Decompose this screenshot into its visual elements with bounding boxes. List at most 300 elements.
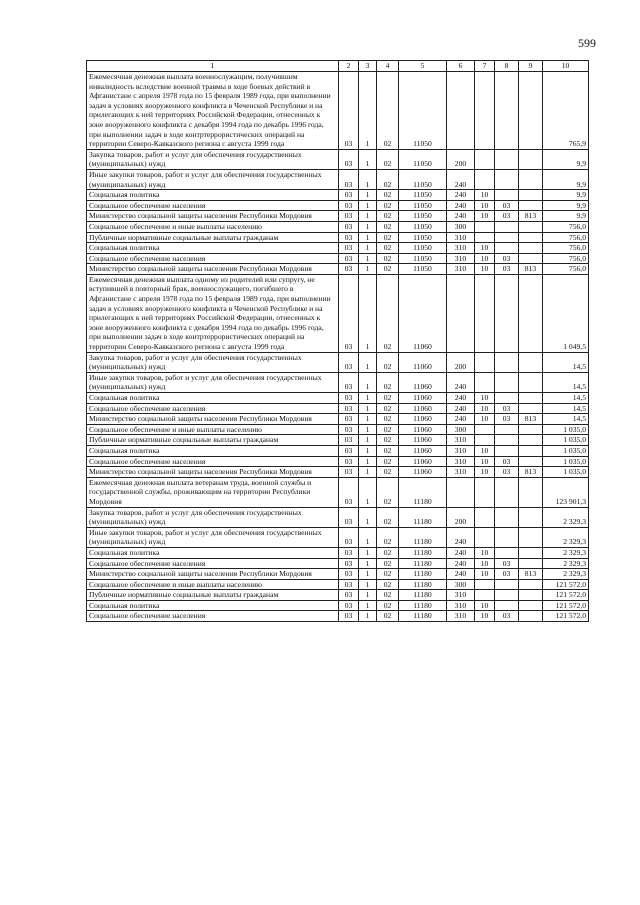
row-name: Публичные нормативные социальные выплаты гражданам	[87, 590, 339, 601]
cell-code-c9	[519, 274, 543, 352]
cell-code-c9	[519, 445, 543, 456]
table-row	[87, 456, 589, 467]
cell-code-c3: 1	[359, 507, 377, 527]
cell-amount: 123 901,3	[543, 477, 589, 507]
cell-code-c5: 11050	[399, 243, 447, 254]
table-row	[87, 527, 589, 547]
cell-code-c3: 1	[359, 600, 377, 611]
cell-code-c5: 11180	[399, 477, 447, 507]
cell-code-c7: 10	[475, 243, 495, 254]
cell-code-c6: 310	[447, 232, 475, 243]
cell-code-c7	[475, 149, 495, 169]
cell-code-c2: 03	[339, 477, 359, 507]
cell-amount: 14,5	[543, 414, 589, 425]
cell-code-c9	[519, 403, 543, 414]
cell-code-c4: 02	[377, 467, 399, 478]
cell-code-c6: 240	[447, 403, 475, 414]
cell-code-c2: 03	[339, 274, 359, 352]
cell-amount: 9,9	[543, 200, 589, 211]
cell-code-c7: 10	[475, 558, 495, 569]
cell-code-c9	[519, 393, 543, 404]
cell-code-c8	[495, 600, 519, 611]
cell-code-c4: 02	[377, 456, 399, 467]
cell-code-c6: 310	[447, 590, 475, 601]
cell-code-c8	[495, 243, 519, 254]
row-name: Социальное обеспечение населения	[87, 200, 339, 211]
cell-code-c5: 11050	[399, 253, 447, 264]
cell-code-c9	[519, 590, 543, 601]
row-name: Социальная политика	[87, 547, 339, 558]
cell-code-c2: 03	[339, 243, 359, 254]
cell-code-c2: 03	[339, 211, 359, 222]
row-name: Социальное обеспечение и иные выплаты населению	[87, 424, 339, 435]
cell-amount: 121 572,0	[543, 600, 589, 611]
cell-code-c6: 200	[447, 149, 475, 169]
cell-code-c3: 1	[359, 243, 377, 254]
cell-code-c3: 1	[359, 527, 377, 547]
cell-code-c8: 03	[495, 253, 519, 264]
cell-code-c2: 03	[339, 600, 359, 611]
cell-code-c6: 310	[447, 467, 475, 478]
cell-amount: 9,9	[543, 211, 589, 222]
row-name: Социальное обеспечение населения	[87, 253, 339, 264]
cell-code-c4: 02	[377, 372, 399, 392]
cell-code-c2: 03	[339, 507, 359, 527]
cell-amount: 1 035,0	[543, 445, 589, 456]
cell-code-c7: 10	[475, 264, 495, 275]
cell-code-c2: 03	[339, 200, 359, 211]
cell-code-c8	[495, 393, 519, 404]
cell-code-c7	[475, 579, 495, 590]
cell-code-c4: 02	[377, 445, 399, 456]
cell-code-c8	[495, 72, 519, 150]
cell-code-c6: 310	[447, 243, 475, 254]
cell-code-c7	[475, 424, 495, 435]
cell-code-c9	[519, 558, 543, 569]
cell-code-c9: 813	[519, 211, 543, 222]
cell-code-c2: 03	[339, 590, 359, 601]
column-header: 6	[447, 61, 475, 72]
page-number: 599	[578, 36, 596, 50]
cell-code-c5: 11180	[399, 611, 447, 622]
cell-code-c8	[495, 507, 519, 527]
cell-code-c3: 1	[359, 547, 377, 558]
cell-amount: 1 035,0	[543, 435, 589, 446]
cell-code-c7: 10	[475, 200, 495, 211]
cell-code-c2: 03	[339, 352, 359, 372]
cell-code-c3: 1	[359, 569, 377, 580]
cell-code-c8: 03	[495, 467, 519, 478]
cell-code-c4: 02	[377, 507, 399, 527]
column-header: 1	[87, 61, 339, 72]
cell-code-c4: 02	[377, 477, 399, 507]
cell-code-c5: 11050	[399, 221, 447, 232]
cell-code-c5: 11060	[399, 445, 447, 456]
table-row	[87, 547, 589, 558]
table-row	[87, 558, 589, 569]
column-header: 9	[519, 61, 543, 72]
row-name: Министерство социальной защиты населения Республики Мордовия	[87, 569, 339, 580]
cell-code-c7	[475, 507, 495, 527]
cell-code-c7	[475, 72, 495, 150]
cell-amount: 9,9	[543, 190, 589, 201]
cell-code-c8	[495, 477, 519, 507]
cell-code-c2: 03	[339, 403, 359, 414]
column-header: 4	[377, 61, 399, 72]
cell-code-c8: 03	[495, 211, 519, 222]
column-header: 7	[475, 61, 495, 72]
cell-amount: 14,5	[543, 372, 589, 392]
row-name: Иные закупки товаров, работ и услуг для обеспечения государственных (муниципальных) нужд	[87, 169, 339, 189]
cell-amount: 121 572,0	[543, 590, 589, 601]
row-name: Министерство социальной защиты населения Республики Мордовия	[87, 211, 339, 222]
cell-code-c2: 03	[339, 527, 359, 547]
cell-code-c5: 11050	[399, 190, 447, 201]
cell-code-c9	[519, 200, 543, 211]
cell-code-c5: 11060	[399, 372, 447, 392]
cell-code-c8: 03	[495, 403, 519, 414]
cell-code-c3: 1	[359, 264, 377, 275]
cell-code-c5: 11050	[399, 169, 447, 189]
cell-code-c9	[519, 72, 543, 150]
cell-code-c2: 03	[339, 190, 359, 201]
cell-code-c7: 10	[475, 393, 495, 404]
table-row	[87, 467, 589, 478]
cell-code-c7	[475, 274, 495, 352]
cell-code-c5: 11050	[399, 200, 447, 211]
cell-code-c4: 02	[377, 414, 399, 425]
cell-code-c8	[495, 221, 519, 232]
table-row	[87, 414, 589, 425]
column-header: 10	[543, 61, 589, 72]
cell-amount: 2 329,3	[543, 507, 589, 527]
cell-code-c6: 310	[447, 264, 475, 275]
cell-amount: 14,5	[543, 403, 589, 414]
table-row	[87, 232, 589, 243]
cell-code-c8	[495, 190, 519, 201]
cell-code-c6: 300	[447, 424, 475, 435]
cell-code-c8: 03	[495, 414, 519, 425]
table-row	[87, 253, 589, 264]
cell-code-c6: 310	[447, 435, 475, 446]
cell-code-c9	[519, 435, 543, 446]
header-row	[87, 61, 589, 72]
cell-code-c2: 03	[339, 569, 359, 580]
column-header: 2	[339, 61, 359, 72]
table-row	[87, 190, 589, 201]
cell-code-c7	[475, 372, 495, 392]
cell-code-c5: 11060	[399, 467, 447, 478]
cell-code-c9	[519, 253, 543, 264]
row-name: Министерство социальной защиты населения Республики Мордовия	[87, 264, 339, 275]
cell-amount: 2 329,3	[543, 527, 589, 547]
cell-code-c4: 02	[377, 149, 399, 169]
cell-code-c9: 813	[519, 569, 543, 580]
cell-code-c8	[495, 424, 519, 435]
cell-amount: 756,0	[543, 264, 589, 275]
cell-amount: 121 572,0	[543, 579, 589, 590]
table-row	[87, 211, 589, 222]
cell-code-c6: 310	[447, 445, 475, 456]
cell-code-c6: 300	[447, 221, 475, 232]
cell-code-c8: 03	[495, 456, 519, 467]
cell-code-c8	[495, 169, 519, 189]
cell-code-c8	[495, 149, 519, 169]
cell-amount: 1 035,0	[543, 467, 589, 478]
cell-code-c9	[519, 372, 543, 392]
cell-code-c9	[519, 149, 543, 169]
cell-code-c4: 02	[377, 253, 399, 264]
cell-code-c7: 10	[475, 403, 495, 414]
cell-code-c2: 03	[339, 169, 359, 189]
cell-code-c6: 240	[447, 200, 475, 211]
table-row	[87, 200, 589, 211]
cell-code-c4: 02	[377, 547, 399, 558]
cell-code-c7: 10	[475, 611, 495, 622]
column-header: 3	[359, 61, 377, 72]
cell-amount: 756,0	[543, 221, 589, 232]
cell-code-c9	[519, 579, 543, 590]
cell-code-c5: 11060	[399, 352, 447, 372]
cell-code-c6: 240	[447, 527, 475, 547]
cell-code-c6: 240	[447, 393, 475, 404]
cell-amount: 14,5	[543, 393, 589, 404]
row-name: Министерство социальной защиты населения Республики Мордовия	[87, 414, 339, 425]
cell-code-c5: 11180	[399, 590, 447, 601]
cell-code-c7: 10	[475, 211, 495, 222]
table-row	[87, 435, 589, 446]
cell-code-c4: 02	[377, 403, 399, 414]
cell-code-c3: 1	[359, 424, 377, 435]
row-name: Социальная политика	[87, 393, 339, 404]
row-name: Ежемесячная денежная выплата ветеранам труда, военной службы и государственной службы, проживающим на территории Республики Мордовия	[87, 477, 339, 507]
table-row	[87, 149, 589, 169]
cell-code-c4: 02	[377, 569, 399, 580]
cell-code-c3: 1	[359, 211, 377, 222]
cell-code-c6: 310	[447, 253, 475, 264]
row-name: Социальная политика	[87, 445, 339, 456]
cell-code-c8: 03	[495, 264, 519, 275]
cell-code-c2: 03	[339, 264, 359, 275]
row-name: Социальная политика	[87, 243, 339, 254]
cell-code-c8	[495, 435, 519, 446]
cell-code-c7: 10	[475, 445, 495, 456]
cell-code-c9	[519, 507, 543, 527]
cell-code-c2: 03	[339, 372, 359, 392]
cell-code-c9	[519, 527, 543, 547]
cell-code-c8	[495, 232, 519, 243]
cell-code-c6: 240	[447, 169, 475, 189]
table-row	[87, 274, 589, 352]
cell-code-c3: 1	[359, 579, 377, 590]
cell-code-c8: 03	[495, 569, 519, 580]
cell-code-c9: 813	[519, 467, 543, 478]
cell-code-c3: 1	[359, 274, 377, 352]
cell-code-c3: 1	[359, 169, 377, 189]
cell-code-c9	[519, 169, 543, 189]
cell-amount: 1 035,0	[543, 456, 589, 467]
cell-code-c9	[519, 477, 543, 507]
table-row	[87, 169, 589, 189]
cell-amount: 756,0	[543, 243, 589, 254]
cell-code-c6	[447, 72, 475, 150]
cell-code-c7: 10	[475, 467, 495, 478]
cell-code-c7: 10	[475, 253, 495, 264]
cell-code-c2: 03	[339, 393, 359, 404]
cell-code-c7	[475, 232, 495, 243]
cell-code-c8: 03	[495, 611, 519, 622]
cell-code-c7: 10	[475, 569, 495, 580]
cell-code-c2: 03	[339, 456, 359, 467]
cell-code-c7	[475, 477, 495, 507]
cell-code-c4: 02	[377, 352, 399, 372]
cell-code-c2: 03	[339, 232, 359, 243]
cell-amount: 14,5	[543, 352, 589, 372]
cell-code-c3: 1	[359, 456, 377, 467]
cell-amount: 1 049,5	[543, 274, 589, 352]
column-header: 8	[495, 61, 519, 72]
cell-code-c8: 03	[495, 200, 519, 211]
cell-code-c3: 1	[359, 414, 377, 425]
cell-code-c5: 11060	[399, 424, 447, 435]
cell-code-c9	[519, 221, 543, 232]
cell-code-c7	[475, 435, 495, 446]
cell-code-c3: 1	[359, 149, 377, 169]
cell-code-c9	[519, 424, 543, 435]
cell-code-c9: 813	[519, 414, 543, 425]
row-name: Иные закупки товаров, работ и услуг для обеспечения государственных (муниципальных) нужд	[87, 527, 339, 547]
cell-code-c8	[495, 590, 519, 601]
cell-code-c8	[495, 372, 519, 392]
table-row	[87, 243, 589, 254]
row-name: Закупка товаров, работ и услуг для обеспечения государственных (муниципальных) нужд	[87, 507, 339, 527]
row-name: Публичные нормативные социальные выплаты гражданам	[87, 435, 339, 446]
table-row	[87, 445, 589, 456]
table-row	[87, 507, 589, 527]
row-name: Социальное обеспечение населения	[87, 558, 339, 569]
cell-code-c2: 03	[339, 424, 359, 435]
cell-code-c9	[519, 243, 543, 254]
cell-code-c6: 310	[447, 600, 475, 611]
cell-code-c5: 11050	[399, 211, 447, 222]
cell-code-c5: 11050	[399, 264, 447, 275]
cell-code-c6: 240	[447, 547, 475, 558]
cell-code-c3: 1	[359, 190, 377, 201]
cell-code-c6: 310	[447, 456, 475, 467]
cell-code-c8	[495, 547, 519, 558]
cell-code-c6: 240	[447, 211, 475, 222]
cell-code-c2: 03	[339, 611, 359, 622]
cell-code-c2: 03	[339, 414, 359, 425]
cell-amount: 121 572,0	[543, 611, 589, 622]
cell-code-c9: 813	[519, 264, 543, 275]
table-row	[87, 579, 589, 590]
cell-code-c6: 200	[447, 507, 475, 527]
cell-code-c5: 11180	[399, 558, 447, 569]
table-row	[87, 600, 589, 611]
cell-code-c7	[475, 527, 495, 547]
cell-code-c6: 240	[447, 190, 475, 201]
table-row	[87, 221, 589, 232]
cell-code-c9	[519, 547, 543, 558]
cell-code-c6: 240	[447, 372, 475, 392]
cell-code-c7: 10	[475, 190, 495, 201]
cell-code-c6	[447, 274, 475, 352]
cell-code-c5: 11180	[399, 600, 447, 611]
cell-code-c7: 10	[475, 414, 495, 425]
cell-code-c4: 02	[377, 221, 399, 232]
cell-code-c9	[519, 352, 543, 372]
row-name: Закупка товаров, работ и услуг для обеспечения государственных (муниципальных) нужд	[87, 149, 339, 169]
cell-code-c8	[495, 527, 519, 547]
cell-code-c2: 03	[339, 547, 359, 558]
cell-code-c6	[447, 477, 475, 507]
cell-code-c2: 03	[339, 221, 359, 232]
cell-code-c5: 11180	[399, 547, 447, 558]
cell-code-c4: 02	[377, 200, 399, 211]
cell-code-c3: 1	[359, 590, 377, 601]
table-row	[87, 424, 589, 435]
cell-code-c5: 11050	[399, 149, 447, 169]
row-name: Публичные нормативные социальные выплаты гражданам	[87, 232, 339, 243]
cell-code-c5: 11050	[399, 72, 447, 150]
row-name: Социальная политика	[87, 600, 339, 611]
cell-code-c3: 1	[359, 72, 377, 150]
cell-code-c7	[475, 590, 495, 601]
cell-code-c7: 10	[475, 600, 495, 611]
cell-code-c5: 11060	[399, 414, 447, 425]
cell-code-c4: 02	[377, 243, 399, 254]
row-name: Социальная политика	[87, 190, 339, 201]
cell-code-c4: 02	[377, 72, 399, 150]
cell-code-c4: 02	[377, 527, 399, 547]
cell-code-c2: 03	[339, 149, 359, 169]
cell-code-c4: 02	[377, 190, 399, 201]
cell-code-c9	[519, 190, 543, 201]
cell-code-c9	[519, 232, 543, 243]
table-row	[87, 590, 589, 601]
cell-code-c3: 1	[359, 232, 377, 243]
cell-code-c5: 11060	[399, 274, 447, 352]
cell-code-c2: 03	[339, 253, 359, 264]
cell-code-c4: 02	[377, 232, 399, 243]
row-name: Ежемесячная денежная выплата одному из родителей или супругу, не вступившей в повторный брак, военнослужащего, погибшего в Афганистане с апреля 1978 года по 15 февраля 1989 года, при выполнении задач в условиях вооруженного конфликта в Чеченской Республике и на прилегающих к ней территориях Российской Федерации, отнесенных к зоне вооруженного конфликта с декабря 1994 года по декабрь 1996 года, при выполнении задач в ходе контртеррористических операций на территории Северо-Кавказского региона с августа 1999 года	[87, 274, 339, 352]
table-row	[87, 372, 589, 392]
cell-code-c6: 240	[447, 558, 475, 569]
cell-amount: 1 035,0	[543, 424, 589, 435]
cell-code-c5: 11050	[399, 232, 447, 243]
cell-code-c3: 1	[359, 558, 377, 569]
cell-code-c7	[475, 221, 495, 232]
cell-code-c2: 03	[339, 445, 359, 456]
cell-code-c3: 1	[359, 352, 377, 372]
cell-code-c5: 11060	[399, 456, 447, 467]
cell-code-c4: 02	[377, 169, 399, 189]
cell-code-c8	[495, 352, 519, 372]
cell-code-c3: 1	[359, 393, 377, 404]
cell-code-c8	[495, 445, 519, 456]
cell-code-c9	[519, 600, 543, 611]
cell-code-c6: 310	[447, 611, 475, 622]
cell-code-c2: 03	[339, 579, 359, 590]
cell-code-c3: 1	[359, 435, 377, 446]
cell-code-c9	[519, 611, 543, 622]
cell-code-c4: 02	[377, 435, 399, 446]
cell-code-c7: 10	[475, 456, 495, 467]
cell-amount: 9,9	[543, 149, 589, 169]
cell-code-c3: 1	[359, 221, 377, 232]
cell-code-c4: 02	[377, 211, 399, 222]
